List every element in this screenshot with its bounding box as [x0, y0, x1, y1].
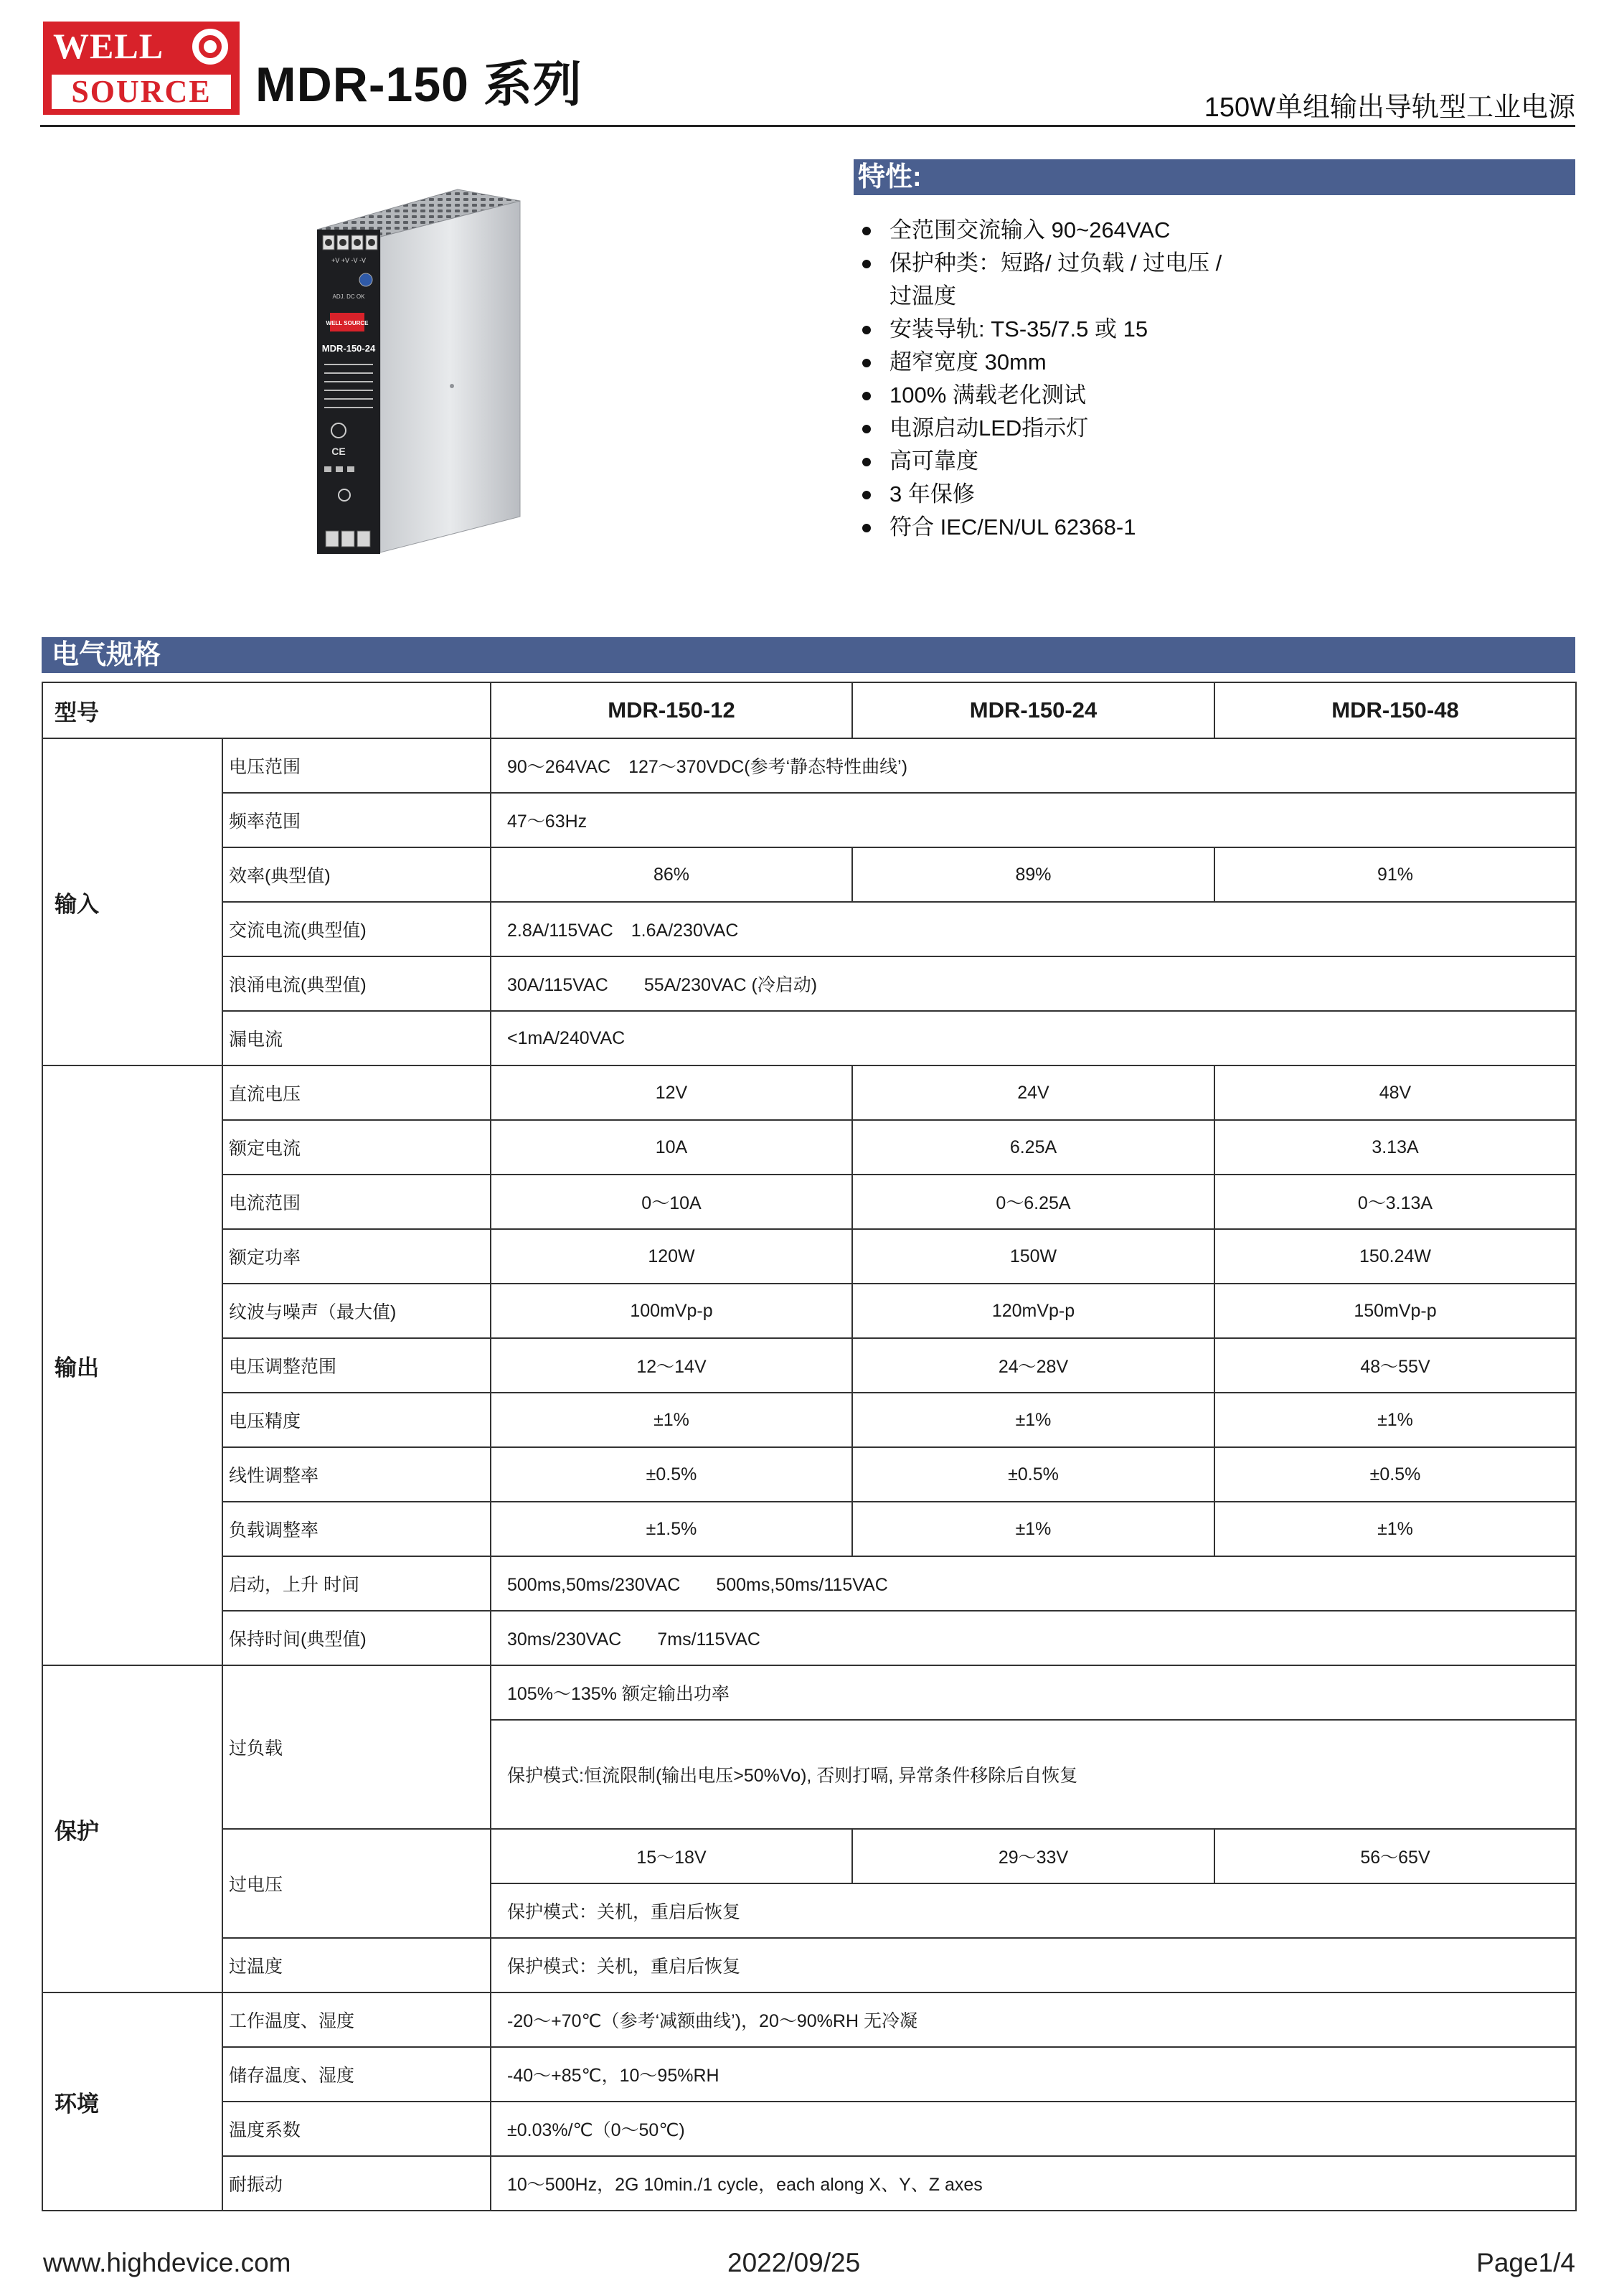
item-value: 150W: [852, 1229, 1214, 1284]
header-divider: [40, 125, 1575, 127]
model-name: MDR-150-24: [852, 682, 1214, 738]
product-photo: [273, 179, 560, 560]
item-label: 启动，上升 时间: [222, 1556, 491, 1611]
well-source-logo: [43, 22, 240, 115]
item-value: 保护模式：关机，重启后恢复: [491, 1938, 1576, 1992]
item-label: 电压调整范围: [222, 1338, 491, 1393]
item-value: 24～28V: [852, 1338, 1214, 1393]
item-value: 10A: [491, 1120, 852, 1175]
item-label: 电流范围: [222, 1175, 491, 1229]
item-label: 交流电流(典型值): [222, 902, 491, 956]
item-value: 120mVp-p: [852, 1284, 1214, 1338]
table-row: [42, 2102, 1576, 2156]
page-subtitle: 150W单组输出导轨型工业电源: [1204, 93, 1575, 123]
item-value: ±1%: [852, 1502, 1214, 1556]
item-value: 0～3.13A: [1214, 1175, 1576, 1229]
item-value: 24V: [852, 1065, 1214, 1120]
item-label: 负载调整率: [222, 1502, 491, 1556]
item-label: 直流电压: [222, 1065, 491, 1120]
table-row: [42, 2156, 1576, 2211]
features-list: [861, 214, 1291, 544]
terminal-label: +V +V -V -V: [331, 257, 367, 264]
feature-item: 保护种类：短路/ 过负载 / 过电压 /: [861, 247, 1291, 280]
item-value: 29～33V: [852, 1829, 1214, 1883]
feature-item: 高可靠度: [861, 445, 1291, 478]
table-row: [42, 793, 1576, 847]
table-row: [42, 1284, 1576, 1338]
item-value: 150.24W: [1214, 1229, 1576, 1284]
item-label: 浪涌电流(典型值): [222, 956, 491, 1011]
item-value: 105%～135% 额定输出功率: [491, 1665, 1576, 1720]
features-heading: 特性:: [854, 159, 1575, 195]
item-value: 30ms/230VAC 7ms/115VAC: [491, 1611, 1576, 1665]
item-value: ±1%: [1214, 1393, 1576, 1447]
table-row: [42, 1011, 1576, 1065]
footer-page-number: Page1/4: [1476, 2248, 1575, 2277]
table-row: [42, 956, 1576, 1011]
item-value: -40～+85℃，10～95%RH: [491, 2047, 1576, 2102]
item-value: ±1.5%: [491, 1502, 852, 1556]
item-value: 150mVp-p: [1214, 1284, 1576, 1338]
table-row: [42, 1938, 1576, 1992]
item-value: -20～+70℃（参考‘减额曲线’)，20～90%RH 无冷凝: [491, 1992, 1576, 2047]
item-value: 47～63Hz: [491, 793, 1576, 847]
item-value: 2.8A/115VAC 1.6A/230VAC: [491, 902, 1576, 956]
item-value: <1mA/240VAC: [491, 1011, 1576, 1065]
table-row: [42, 1556, 1576, 1611]
item-value: 0～10A: [491, 1175, 852, 1229]
item-label: 电压精度: [222, 1393, 491, 1447]
table-row: [42, 1065, 1576, 1120]
table-row: [42, 902, 1576, 956]
spec-table: [42, 682, 1577, 2211]
item-value: ±1%: [1214, 1502, 1576, 1556]
category-protection: 保护: [42, 1665, 222, 1992]
item-value: 500ms,50ms/230VAC 500ms,50ms/115VAC: [491, 1556, 1576, 1611]
item-label: 工作温度、湿度: [222, 1992, 491, 2047]
adj-label: ADJ. DC OK: [332, 293, 365, 300]
item-value: 保护模式：关机，重启后恢复: [491, 1883, 1576, 1938]
feature-item: 全范围交流输入 90~264VAC: [861, 214, 1291, 247]
item-value: 56～65V: [1214, 1829, 1576, 1883]
item-value: 89%: [852, 847, 1214, 902]
item-label: 过负载: [222, 1665, 491, 1829]
item-value: 86%: [491, 847, 852, 902]
table-row: [42, 1611, 1576, 1665]
table-row: [42, 1665, 1576, 1720]
item-value: 12～14V: [491, 1338, 852, 1393]
category-input: 输入: [42, 738, 222, 1065]
item-value: ±0.5%: [852, 1447, 1214, 1502]
model-label: 型号: [42, 682, 491, 738]
ce-mark: CE: [331, 446, 346, 457]
item-value: 0～6.25A: [852, 1175, 1214, 1229]
item-value: 90～264VAC 127～370VDC(参考‘静态特性曲线’): [491, 738, 1576, 793]
feature-item: 超窄宽度 30mm: [861, 346, 1291, 379]
logo-ring-icon: [192, 29, 228, 65]
table-row: [42, 1338, 1576, 1393]
feature-item: 符合 IEC/EN/UL 62368-1: [861, 511, 1291, 544]
item-value: ±1%: [852, 1393, 1214, 1447]
item-value: 15～18V: [491, 1829, 852, 1883]
item-label: 线性调整率: [222, 1447, 491, 1502]
item-label: 耐振动: [222, 2156, 491, 2211]
item-label: 纹波与噪声（最大值): [222, 1284, 491, 1338]
item-label: 效率(典型值): [222, 847, 491, 902]
feature-item: 3 年保修: [861, 478, 1291, 511]
item-label: 过温度: [222, 1938, 491, 1992]
item-value: 10～500Hz，2G 10min./1 cycle，each along X、Y、Z axes: [491, 2156, 1576, 2211]
item-value: 6.25A: [852, 1120, 1214, 1175]
page-title: MDR-150 系列: [255, 57, 582, 112]
item-label: 额定电流: [222, 1120, 491, 1175]
item-value: 100mVp-p: [491, 1284, 852, 1338]
table-row: [42, 1992, 1576, 2047]
item-label: 保持时间(典型值): [222, 1611, 491, 1665]
feature-item-continuation: 过温度: [889, 283, 956, 309]
item-label: 过电压: [222, 1829, 491, 1938]
table-row: [42, 738, 1576, 793]
device-model-label: MDR-150-24: [321, 343, 376, 354]
table-row: [42, 1120, 1576, 1175]
table-row: [42, 1829, 1576, 1883]
logo-word-well: WELL: [53, 26, 164, 66]
item-value: 3.13A: [1214, 1120, 1576, 1175]
item-value: 保护模式:恒流限制(输出电压>50%Vo), 否则打嗝, 异常条件移除后自恢复: [491, 1720, 1576, 1829]
item-value: 120W: [491, 1229, 852, 1284]
item-value: ±0.5%: [1214, 1447, 1576, 1502]
item-value: 48V: [1214, 1065, 1576, 1120]
item-value: ±0.5%: [491, 1447, 852, 1502]
item-value: 12V: [491, 1065, 852, 1120]
table-row: [42, 2047, 1576, 2102]
footer-date: 2022/09/25: [727, 2248, 861, 2277]
item-label: 温度系数: [222, 2102, 491, 2156]
item-value: ±1%: [491, 1393, 852, 1447]
table-row: [42, 1229, 1576, 1284]
feature-item: 安装导轨: TS-35/7.5 或 15: [861, 313, 1291, 346]
footer-website: www.highdevice.com: [43, 2248, 291, 2277]
table-row: [42, 1175, 1576, 1229]
logo-word-source: SOURCE: [71, 74, 212, 109]
table-row: [42, 847, 1576, 902]
model-row: [42, 682, 1576, 738]
model-name: MDR-150-12: [491, 682, 852, 738]
item-label: 额定功率: [222, 1229, 491, 1284]
model-name: MDR-150-48: [1214, 682, 1576, 738]
item-label: 漏电流: [222, 1011, 491, 1065]
item-value: 91%: [1214, 847, 1576, 902]
table-row: [42, 1447, 1576, 1502]
item-label: 储存温度、湿度: [222, 2047, 491, 2102]
table-row: [42, 1393, 1576, 1447]
table-row: [42, 1502, 1576, 1556]
item-value: ±0.03%/℃（0～50℃): [491, 2102, 1576, 2156]
item-value: 48～55V: [1214, 1338, 1576, 1393]
device-brand-label: WELL SOURCE: [326, 320, 369, 326]
spec-heading: 电气规格: [42, 637, 1575, 673]
feature-item: 电源启动LED指示灯: [861, 412, 1291, 445]
feature-item: 100% 满载老化测试: [861, 379, 1291, 412]
category-output: 输出: [42, 1065, 222, 1665]
item-label: 频率范围: [222, 793, 491, 847]
item-value: 30A/115VAC 55A/230VAC (冷启动): [491, 956, 1576, 1011]
category-environment: 环境: [42, 1992, 222, 2211]
item-label: 电压范围: [222, 738, 491, 793]
